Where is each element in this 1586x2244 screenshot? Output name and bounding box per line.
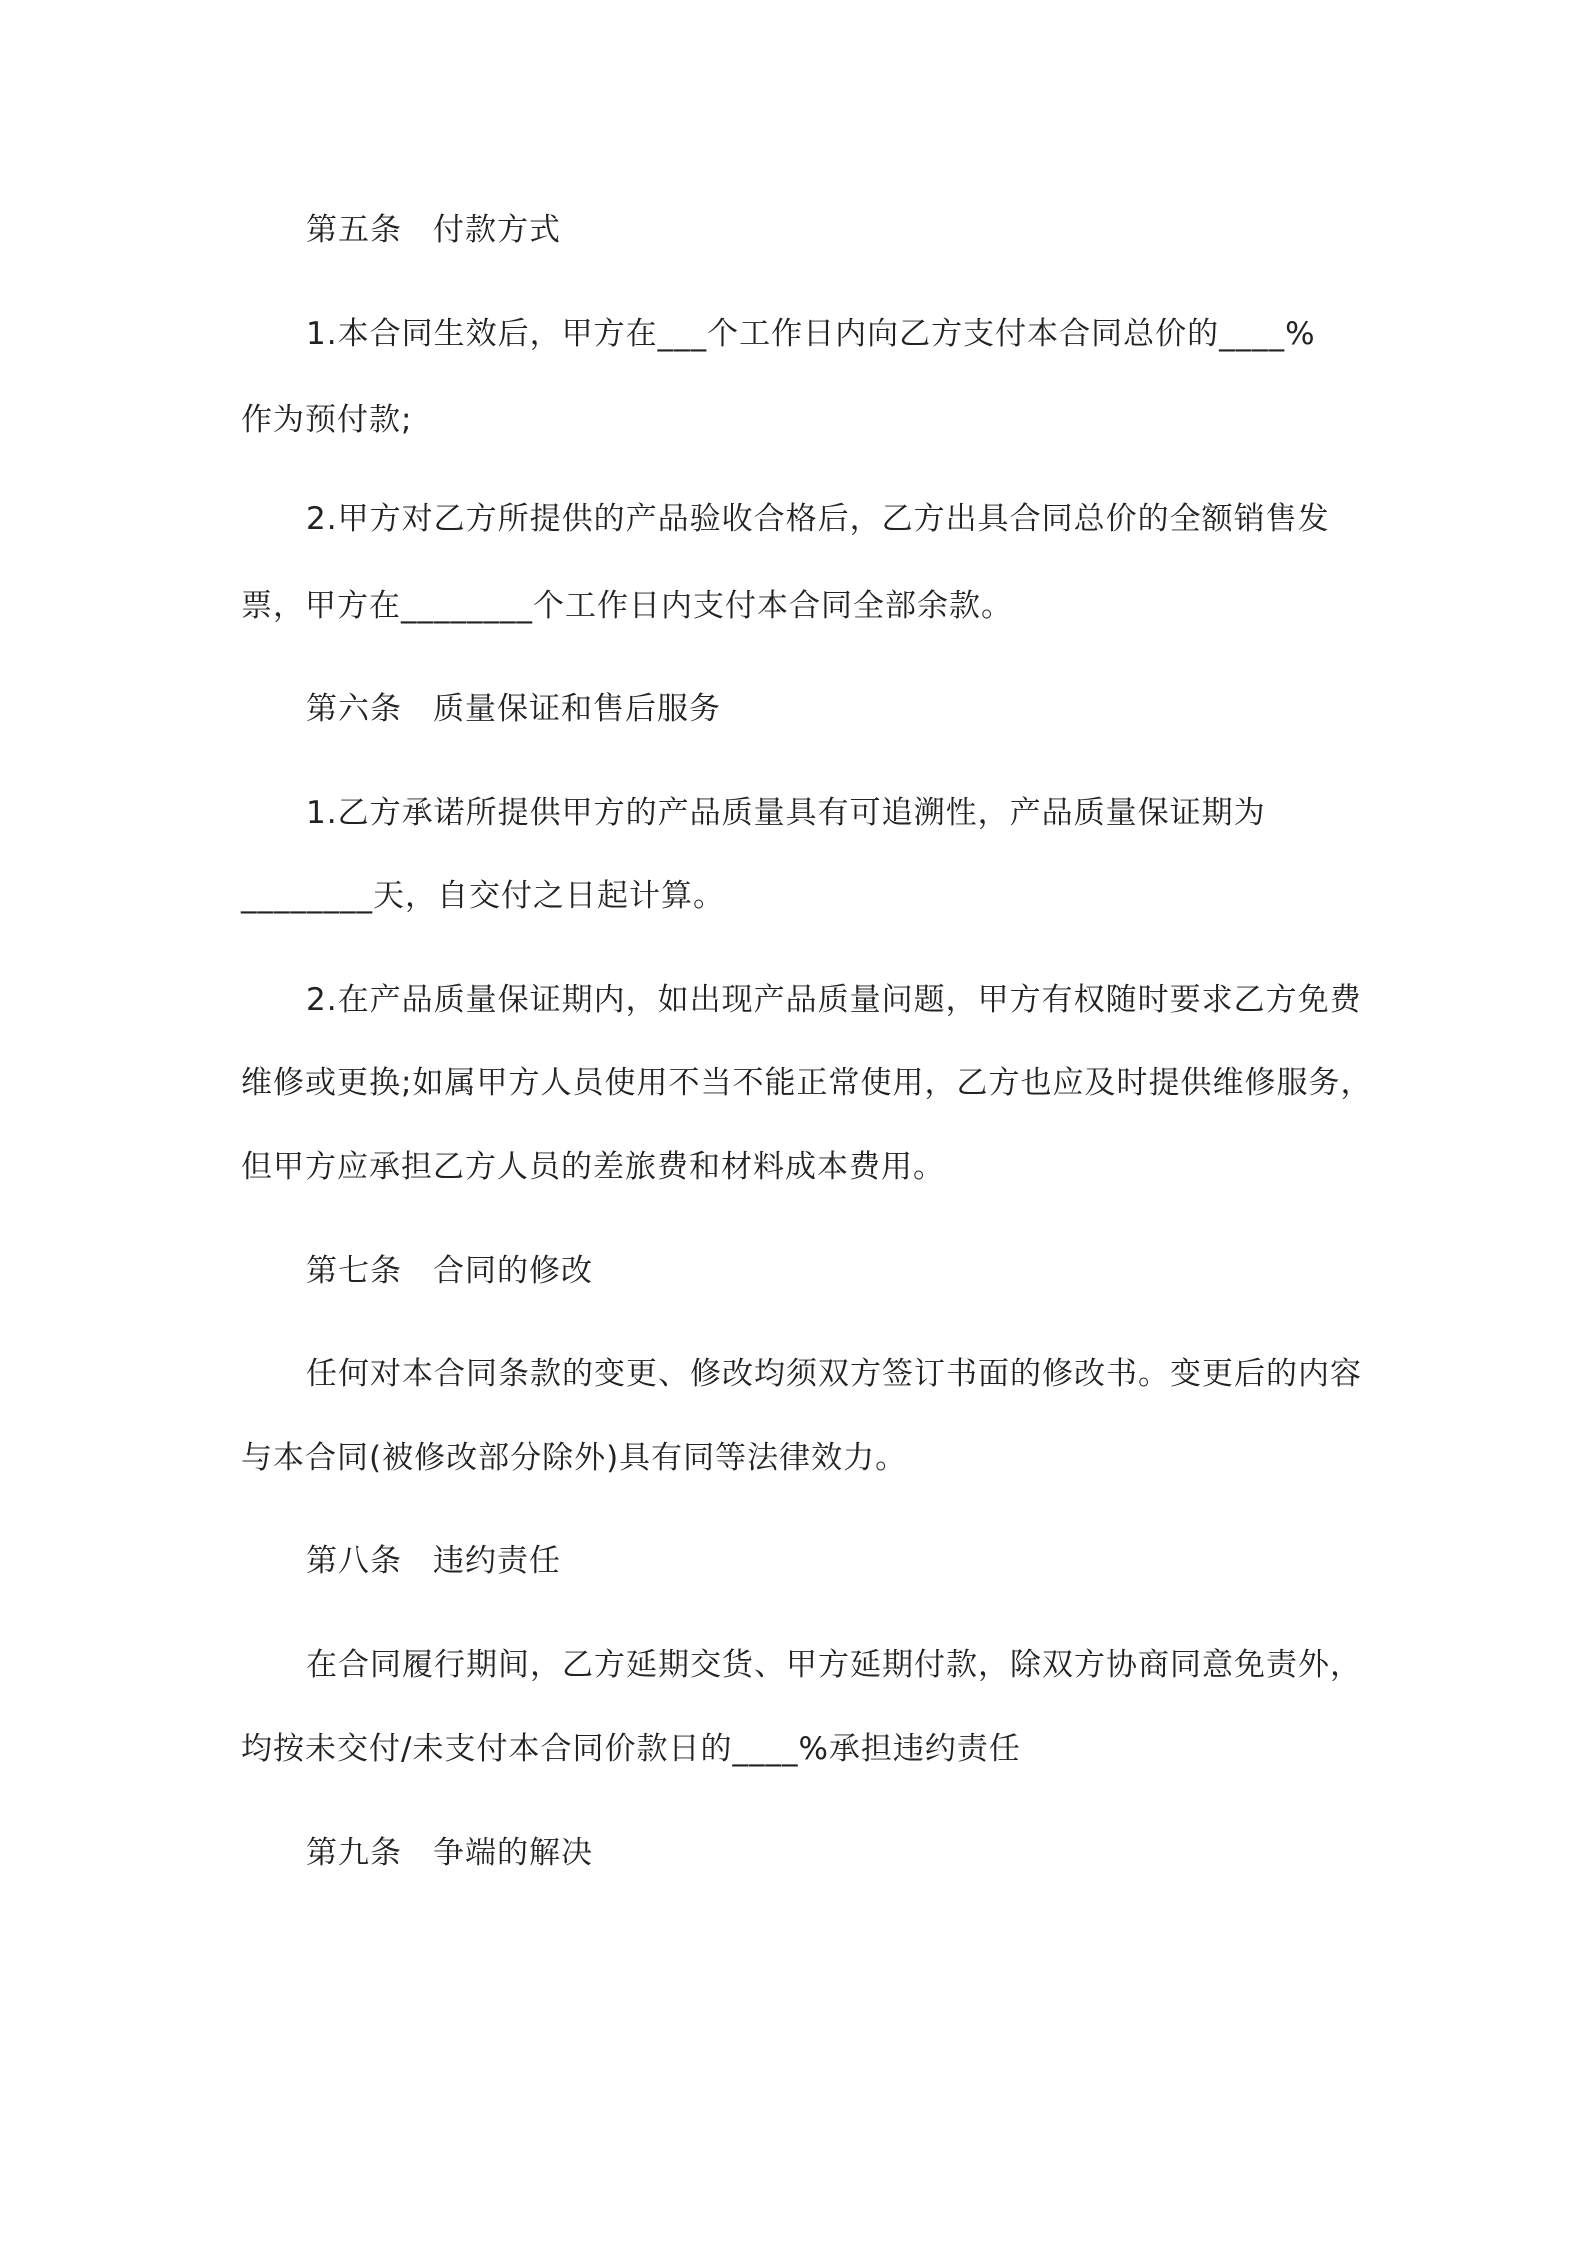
paragraph-line: 1.乙方承诺所提供甲方的产品质量具有可追溯性，产品质量保证期为 (306, 795, 1266, 831)
section-heading (306, 687, 721, 731)
paragraph-line: 任何对本合同条款的变更、修改均须双方签订书面的修改书。变更后的内容 (306, 1356, 1362, 1392)
section-heading (306, 208, 561, 252)
section-title: 违约责任 (433, 1543, 561, 1579)
section-title: 付款方式 (433, 212, 561, 248)
paragraph-line: 与本合同(被修改部分除外)具有同等法律效力。 (241, 1440, 908, 1476)
paragraph-line: 维修或更换;如属甲方人员使用不当不能正常使用，乙方也应及时提供维修服务， (241, 1065, 1373, 1101)
section-number: 第六条 (306, 691, 402, 727)
section-title: 争端的解决 (433, 1835, 593, 1871)
paragraph-line: 作为预付款; (241, 402, 413, 438)
paragraph-line: 但甲方应承担乙方人员的差旅费和材料成本费用。 (241, 1149, 945, 1185)
paragraph-line: 均按未交付/未支付本合同价款日的____%承担违约责任 (241, 1731, 1021, 1767)
section-title: 质量保证和售后服务 (433, 691, 721, 727)
section-number: 第九条 (306, 1835, 402, 1871)
paragraph-line: 2.甲方对乙方所提供的产品验收合格后，乙方出具合同总价的全额销售发 (306, 501, 1330, 537)
section-heading (306, 1249, 593, 1293)
paragraph-line: ________天，自交付之日起计算。 (241, 878, 725, 914)
paragraph-line: 1.本合同生效后，甲方在___个工作日内向乙方支付本合同总价的____% (306, 316, 1316, 352)
section-heading (306, 1831, 593, 1875)
section-number: 第八条 (306, 1543, 402, 1579)
section-heading (306, 1539, 561, 1583)
section-number: 第五条 (306, 212, 402, 248)
section-title: 合同的修改 (433, 1253, 593, 1289)
paragraph-line: 在合同履行期间，乙方延期交货、甲方延期付款，除双方协商同意免责外， (306, 1647, 1362, 1683)
section-number: 第七条 (306, 1253, 402, 1289)
paragraph-line: 2.在产品质量保证期内，如出现产品质量问题，甲方有权随时要求乙方免费 (306, 982, 1362, 1018)
paragraph-line: 票，甲方在________个工作日内支付本合同全部余款。 (241, 588, 1013, 624)
